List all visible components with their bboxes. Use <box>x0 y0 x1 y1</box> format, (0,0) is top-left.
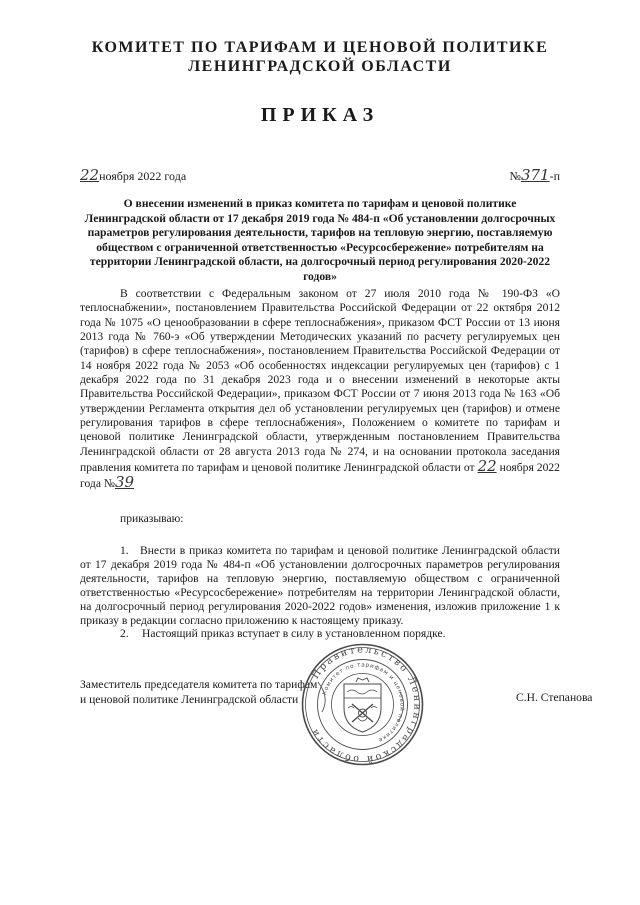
order-word: приказываю: <box>120 512 184 525</box>
order-number <box>509 166 560 184</box>
coat-of-arms-icon <box>344 678 381 732</box>
date-day-handwritten: 22 <box>80 166 100 184</box>
signatory-title-line-1: Заместитель председателя комитета по тарифам <box>80 678 318 691</box>
item-number: 2. <box>120 627 129 641</box>
signature-stroke-icon <box>318 682 404 722</box>
seal-inner-text: Комитет по тарифам и ценовой политике <box>321 662 405 743</box>
preamble-text: В соответствии с Федеральным законом от 27 июля 2010 года № 190-ФЗ «О теплоснабжении», постановлением Правительства Российской Федерации от 22 октября 2012 года № 1075 «О ценообразовании в сфере теплоснабжения», приказом ФСТ России от 13 июня 2013 года № 760-э «Об утверждении Методических указаний по расчету регулируемых цен (тарифов) в сфере теплоснабжения», постановлением Правительства Российской Федерации от 14 ноября 2022 года № 2053 «Об особенностях индексации регулируемых цен (тарифов) с 1 декабря 2022 года по 31 декабря 2023 года и о внесении изменений в некоторые акты Правительства Российской Федерации», приказом ФСТ России от 7 июня 2013 года № 163 «Об утверждении Регламента открытия дел об установлении регулируемых цен (тарифов) и отмене регулирования тарифов в сфере теплоснабжения», Положением о комитете по тарифам и ценовой политике Ленинградской области, утвержденным постановлением Правительства Ленинградской области от 28 августа 2013 года № 274, и на основании протокола заседания правления комитета по тарифам и ценовой политике Ленинградской области от <box>80 287 560 475</box>
preamble-paragraph <box>80 287 560 492</box>
signatory-title-line-2: и ценовой политике Ленинградской области <box>80 693 299 706</box>
signatory-name: С.Н. Степанова <box>516 691 593 704</box>
org-name-line-2: ЛЕНИНГРАДСКОЙ ОБЛАСТИ <box>188 58 452 75</box>
seal-stamp-icon <box>300 642 425 767</box>
protocol-day-handwritten: 22 <box>477 457 497 476</box>
order-item <box>80 544 560 627</box>
order-subject: О внесении изменений в приказ комитета по тарифам и ценовой политике Ленинградской области от 17 декабря 2019 года № 484-п «Об установлении долгосрочных параметров регулирования деятельности, тарифов на тепловую энергию, поставляемую обществом с ограниченной ответственностью «Ресурсосбережение» потребителям на территории Ленинградской области, на долгосрочный период регулирования 2020-2022 годов» <box>84 197 556 283</box>
date-number-row <box>80 166 560 186</box>
item-text: Настоящий приказ вступает в силу в установленном порядке. <box>142 627 446 641</box>
document-type-title: ПРИКАЗ <box>260 104 380 126</box>
item-number: 1. <box>120 544 129 557</box>
item-text: Внести в приказ комитета по тарифам и ценовой политике Ленинградской области от 17 декабря 2019 года № 484-п «Об установлении долгосрочных параметров регулирования деятельности, тарифов на тепловую энергию, поставляемую обществом с ограниченной ответственностью «Ресурсосбережение» потребителям на территории Ленинградской области, на долгосрочный период регулирования 2020-2022 годов» изменения, изложив приложение 1 к приказу в редакции согласно приложению к настоящему приказу. <box>80 544 560 627</box>
date-month-year: ноября 2022 года <box>99 169 187 183</box>
seal-outer-text: Правительство Ленинградской области <box>308 644 423 765</box>
official-seal <box>300 642 425 767</box>
protocol-number-handwritten: 39 <box>114 473 135 492</box>
number-handwritten: 371 <box>520 166 550 184</box>
preamble-text-after-day: ноября 2022 года № <box>80 461 560 491</box>
organization-header <box>0 38 640 76</box>
org-name-line-1: КОМИТЕТ ПО ТАРИФАМ И ЦЕНОВОЙ ПОЛИТИКЕ <box>91 39 549 56</box>
number-suffix: -п <box>549 169 560 183</box>
order-date <box>80 166 186 184</box>
order-items <box>80 544 560 641</box>
order-item <box>80 627 560 641</box>
number-prefix: № <box>509 169 521 183</box>
